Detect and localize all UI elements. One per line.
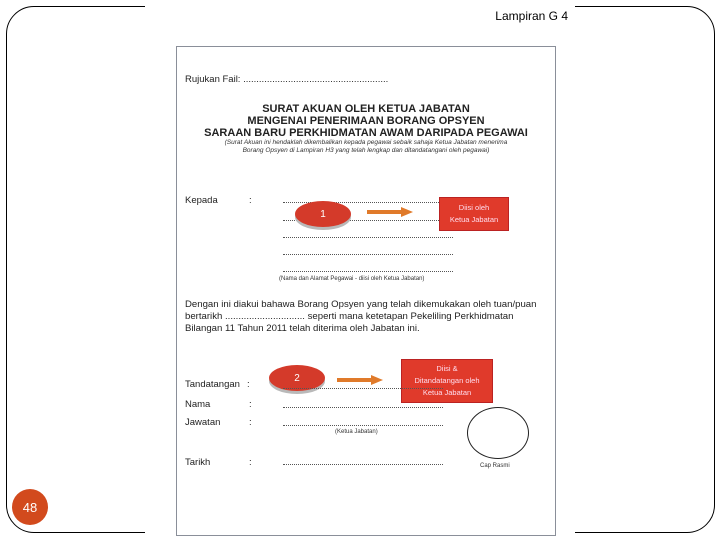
jawatan-note: (Ketua Jabatan): [335, 429, 378, 435]
box1-line: Ketua Jabatan: [449, 215, 499, 224]
nama-label: Nama: [185, 399, 211, 410]
box2-line: Ketua Jabatan: [422, 388, 472, 397]
document-image: [176, 46, 556, 536]
colon: :: [249, 195, 252, 206]
jawatan-label: Jawatan: [185, 417, 221, 428]
kepada-note: (Nama dan Alamat Pegawai - diisi oleh Ketua Jabatan): [279, 276, 425, 282]
doc-title-2: MENGENAI PENERIMAAN BORANG OPSYEN: [247, 115, 485, 127]
box2-line: Ditandatangan oleh: [414, 376, 480, 385]
doc-note-2: Borang Opsyen di Lampiran H3 yang telah lengkap dan ditandatangani oleh pegawai): [242, 147, 490, 154]
colon: :: [249, 417, 252, 428]
doc-note-1: (Surat Akuan ini hendaklah dikembalikan kepada pegawai sebaik sahaja Ketua Jabatan menerima: [224, 139, 508, 146]
kepada-label: Kepada: [185, 195, 218, 206]
doc-title-1: SURAT AKUAN OLEH KETUA JABATAN: [262, 103, 470, 115]
step-1-marker: 1: [295, 201, 351, 227]
tarikh-label: Tarikh: [185, 457, 211, 468]
arrow-icon: [367, 207, 413, 217]
instruction-box-1: [439, 197, 509, 231]
tandatangan-label: Tandatangan: [185, 379, 240, 390]
slide-label: Lampiran G 4: [495, 9, 568, 23]
declaration-paragraph: Dengan ini diakui bahawa Borang Opsyen yang telah dikemukakan oleh tuan/puan bertarikh .............................. seperti mana ketetapan Pekeliling Perkhidmatan Bilangan 11 Tahun 2011 telah diterima oleh Jabatan ini.: [185, 299, 537, 334]
box1-line: Diisi oleh: [458, 203, 490, 212]
doc-title-3: SARAAN BARU PERKHIDMATAN AWAM DARIPADA PEGAWAI: [204, 127, 528, 139]
colon: :: [249, 399, 252, 410]
instruction-box-2: [401, 359, 493, 403]
rujukan-fail: Rujukan Fail: .......................................................: [185, 74, 389, 85]
arrow-icon: [337, 375, 383, 385]
cap-rasmi-label: Cap Rasmi: [480, 463, 510, 469]
official-stamp-circle: [467, 407, 529, 459]
page-number-badge: 48: [12, 489, 48, 525]
box2-line: Diisi &: [436, 364, 458, 373]
colon: :: [249, 457, 252, 468]
step-2-marker: 2: [269, 365, 325, 391]
colon: :: [247, 379, 250, 390]
